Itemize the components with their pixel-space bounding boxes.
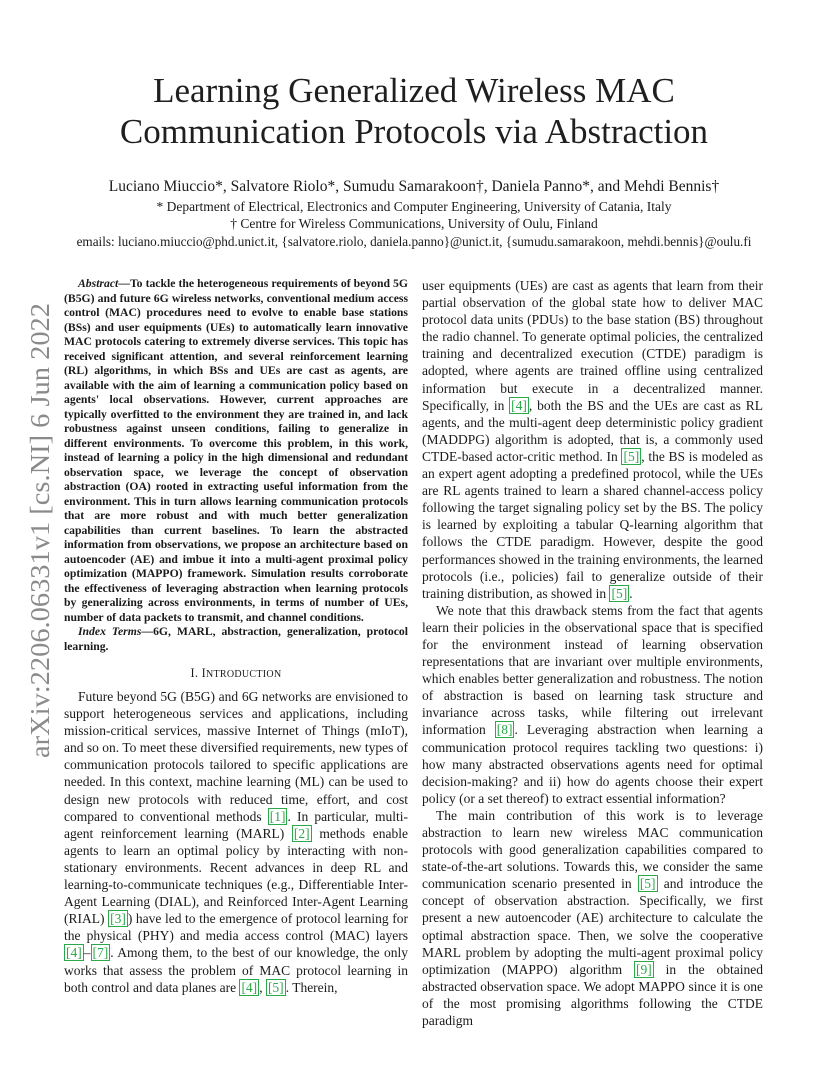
author-list: Luciano Miuccio*, Salvatore Riolo*, Sumudu Samarakoon†, Daniela Panno*, and Mehdi Bennis†	[108, 178, 720, 195]
text-run: –	[83, 945, 91, 961]
text-run: The main contribution of this work is to leverage abstraction to learn new wireless MAC communication protocols with good generalization capabilities compared to state-of-the-art solutions. Towards this, we consider the same communication scenario presented in	[422, 807, 763, 892]
text-run: methods enable agents to learn an optimal policy by interacting with non-stationary environments. Recent advances in deep RL and learning-to-communicate techniques (e.g., Differentiable Inter-Agent Learning (DIAL), and Reinforced Inter-Agent Learning (RIAL)	[64, 825, 408, 927]
citation-link[interactable]: [4]	[511, 397, 527, 413]
intro-paragraph-1-continued	[422, 277, 763, 602]
index-terms-text: —6G, MARL, abstraction, generalization, protocol learning.	[64, 625, 408, 653]
text-run: . Among them, to the best of our knowledge, the only works that assess the problem of MAC protocol learning in both control and data planes are	[64, 945, 408, 995]
text-run: and introduce the concept of observation abstraction. Specifically, we first present a new autoencoder (AE) architecture to calculate the optimal abstraction space. Then, we solve the cooperative MARL problem by adopting the multi-agent proximal policy optimization (MAPPO) algorithm	[422, 876, 763, 977]
abstract-label: Abstract	[78, 277, 119, 290]
citation-link[interactable]: [7]	[92, 945, 109, 961]
text-run: .	[629, 585, 633, 601]
title-line-1: Learning Generalized Wireless MAC	[153, 71, 675, 110]
index-terms-label: Index Terms	[78, 625, 142, 638]
text-run: ,	[259, 979, 266, 995]
paper-title	[0, 70, 828, 152]
left-column	[64, 277, 408, 996]
text-run: ) have led to the emergence of protocol learning for the physical (PHY) and media access control (MAC) layers	[64, 911, 408, 944]
citation-link[interactable]: [3]	[110, 911, 126, 927]
text-run: Future beyond 5G (B5G) and 6G networks are envisioned to support heterogeneous services and applications, including mission-critical services, massive Internet of Things (mIoT), and so on. To meet these diversified requirements, new types of communication protocols tailored to specific applications are needed. In this context, machine learning (ML) can be used to design new protocols with reduced time, effort, and cost compared to conventional methods	[64, 689, 408, 824]
section-heading-introduction	[64, 666, 408, 681]
intro-paragraph-2	[422, 602, 763, 807]
author-emails: emails: luciano.miuccio@phd.unict.it, {salvatore.riolo, daniela.panno}@unict.it, {sumudu.samarakoon, mehdi.bennis}@oulu.fi	[76, 234, 752, 249]
section-title-rest: NTRODUCTION	[205, 669, 282, 680]
text-run: We note that this drawback stems from the fact that agents learn their policies in the observational space that is specified for the environment instead of learning observation representations that are invariant over multiple environments, which enables better generalization and robustness. The notion of abstraction is based on learning task structure and invariance across tasks, while filtering out irrelevant information	[422, 602, 763, 738]
text-run: . Leveraging abstraction when learning a communication protocol requires tackling two questions: i) how many abstracted observations agents need for optimal decision-making? and ii) how do agents choose their expert policy (or a set thereof) to extract essential information?	[422, 722, 763, 806]
text-run: . In particular, multi-agent reinforcement learning (MARL)	[64, 808, 408, 841]
section-title-initial: I	[201, 666, 206, 680]
arxiv-identifier-stamp	[15, 300, 59, 760]
affiliation-oulu: † Centre for Wireless Communications, University of Oulu, Finland	[230, 216, 598, 231]
text-run: in the obtained abstracted observation space. We adopt MAPPO since it is one of the most promising algorithms following the CTDE paradigm	[422, 961, 763, 1029]
arxiv-stamp-text: arXiv:2206.06331v1 [cs.NI] 6 Jun 2022	[25, 326, 55, 758]
affiliation-catania: * Department of Electrical, Electronics and Computer Engineering, University of Catania, Italy	[156, 199, 672, 214]
citation-link[interactable]: [4]	[66, 945, 82, 961]
text-run: , the BS is modeled as an expert agent adopting a predefined protocol, while the UEs are RL agents trained to learn a shared channel-access policy following the target signaling policy set by the BS. The policy is learned by exploiting a tabular Q-learning algorithm that follows the CTDE paradigm. However, despite the good performances showed in the training environments, the learned protocols (i.e., policies) fail to generalize outside of their training distribution, as showed in	[422, 448, 763, 601]
arxiv-stamp-svg	[15, 300, 59, 760]
citation-link[interactable]: [5]	[267, 979, 284, 995]
title-line-2: Communication Protocols via Abstraction	[119, 112, 709, 151]
citation-link[interactable]: [1]	[269, 808, 286, 824]
index-terms	[64, 625, 408, 654]
citation-link[interactable]: [9]	[636, 961, 652, 977]
citation-link[interactable]: [4]	[241, 979, 258, 995]
intro-paragraph-3	[422, 807, 763, 1029]
citation-link[interactable]: [2]	[293, 825, 310, 841]
right-column	[422, 277, 763, 1029]
citation-link[interactable]: [8]	[496, 722, 513, 738]
section-numeral: I.	[190, 666, 199, 680]
text-run: user equipments (UEs) are cast as agents that learn from their partial observation of the global state how to deliver MAC protocol data units (PDUs) to the base station (BS) throughout the radio channel. To generate optimal policies, the centralized training and decentralized execution (CTDE) paradigm is adopted, where agents are trained offline using centralized information but execute in a decentralized manner. Specifically, in	[422, 278, 763, 413]
text-run: . Therein,	[285, 979, 338, 995]
intro-paragraph-1	[64, 688, 408, 996]
citation-link[interactable]: [5]	[611, 585, 628, 601]
abstract-text: —To tackle the heterogeneous requirements of beyond 5G (B5G) and future 6G wireless networks, conventional medium access control (MAC) procedures need to evolve to enable base stations (BSs) and user equipments (UEs) to automatically learn innovative MAC protocols catering to extremely diverse services. This topic has received significant attention, and several reinforcement learning (RL) algorithms, in which BSs and UEs are cast as agents, are available with the aim of learning a communication policy based on agents' local observations. However, current approaches are typically overfitted to the environment they are trained in, and lack robustness against unseen conditions, failing to generalize in different environments. To overcome this problem, in this work, instead of learning a policy in the high dimensional and redundant observation space, we leverage the concept of observation abstraction (OA) rooted in extracting useful information from the environment. This in turn allows learning communication protocols that are more robust and with much better generalization capabilities than current baselines. To learn the abstracted information from observations, we propose an architecture based on autoencoder (AE) and imbue it into a multi-agent proximal policy optimization (MAPPO) framework. Simulation results corroborate the effectiveness of leveraging abstraction when learning protocols by generalizing across environments, in terms of number of UEs, number of data packets to transmit, and channel conditions.	[64, 277, 408, 624]
citation-link[interactable]: [5]	[623, 448, 640, 464]
citation-link[interactable]: [5]	[639, 876, 656, 892]
text-run: , both the BS and the UEs are cast as RL agents, and the multi-agent deep deterministic policy gradient (MADDPG) algorithm is adopted, that is, a commonly used CTDE-based actor-critic method. In	[422, 397, 763, 464]
abstract	[64, 277, 408, 625]
